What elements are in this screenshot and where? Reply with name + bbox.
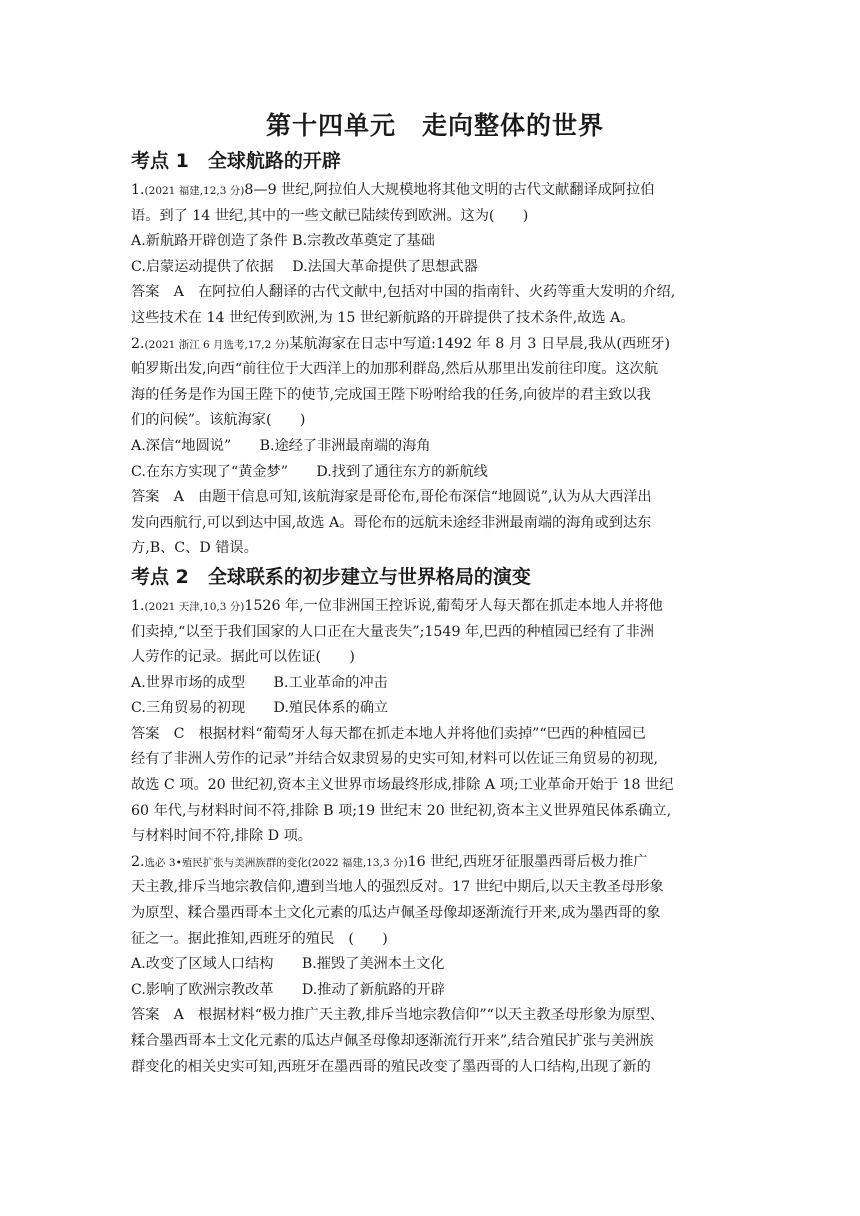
line-text: 8—9 世纪,阿拉伯人大规模地将其他文明的古代文献翻译成阿拉伯 — [244, 182, 655, 198]
text-line — [131, 332, 739, 358]
text-line — [131, 229, 739, 255]
line-text: A.深信“地圆说” B.途经了非洲最南端的海角 — [131, 437, 431, 454]
text-line — [131, 511, 739, 537]
text-line — [131, 952, 739, 978]
line-text: 发向西航行,可以到达中国,故选 A。哥伦布的远航未途经非洲最南端的海角或到达东 — [131, 514, 652, 531]
text-line — [131, 722, 739, 748]
text-line — [131, 1029, 739, 1055]
line-text: C.在东方实现了“黄金梦” D.找到了通往东方的新航线 — [131, 463, 488, 480]
text-line — [131, 357, 739, 383]
line-text: A.新航路开辟创造了条件 B.宗教改革奠定了基础 — [131, 233, 435, 250]
text-line — [131, 747, 739, 773]
text-line — [131, 927, 739, 953]
line-text: 为原型、糅合墨西哥本土文化元素的瓜达卢佩圣母像却逐渐流行开来,成为墨西哥的象 — [131, 905, 661, 922]
question-number: 1. — [131, 597, 145, 614]
line-text: 糅合墨西哥本土文化元素的瓜达卢佩圣母像却逐渐流行开来”,结合殖民扩张与美洲族 — [131, 1033, 654, 1049]
line-text: 们的问候”。该航海家( ) — [131, 412, 306, 429]
question-block — [131, 850, 739, 1080]
line-text: C.影响了欧洲宗教改革 D.推动了新航路的开辟 — [131, 981, 445, 998]
line-text: 们卖掉,“以至于我们国家的人口正在大量丧失”;1549 年,巴西的种植园已经有了非洲 — [131, 623, 654, 640]
text-line — [131, 408, 739, 434]
line-text: 故选 C 项。20 世纪初,资本主义世界市场最终形成,排除 A 项;工业革命开始于 18 世纪 — [131, 777, 674, 794]
line-text: 人劳作的记录。据此可以佐证( ) — [131, 649, 355, 666]
unit-title: 第十四单元 走向整体的世界 — [265, 111, 604, 140]
question-source: 选必 3•殖民扩张与美洲族群的变化(2022 福建,13,3 分) — [144, 856, 408, 869]
text-line — [131, 773, 739, 799]
line-text: 答案 A 由题干信息可知,该航海家是哥伦布,哥伦布深信“地圆说”,认为从大西洋出 — [131, 489, 652, 506]
line-text: 群变化的相关史实可知,西班牙在墨西哥的殖民改变了墨西哥的人口结构,出现了新的 — [131, 1058, 651, 1075]
question-number: 2. — [131, 853, 145, 870]
text-line — [131, 1003, 739, 1029]
question-source: (2021 天津,10,3 分) — [144, 600, 245, 613]
question-number: 1. — [131, 182, 145, 198]
line-text: 方,B、C、D 错误。 — [131, 540, 258, 557]
text-line — [131, 696, 739, 722]
document-body — [131, 146, 739, 1080]
text-line — [131, 671, 739, 697]
question-number: 2. — [131, 335, 145, 352]
text-line — [131, 383, 739, 409]
question-block — [131, 332, 739, 562]
text-line — [131, 978, 739, 1004]
line-text: 60 年代,与材料时间不符,排除 B 项;19 世纪末 20 世纪初,资本主义世界殖民体系确立, — [131, 802, 672, 819]
line-text: 这些技术在 14 世纪传到欧洲,为 15 世纪新航路的开辟提供了技术条件,故选 A。 — [131, 309, 635, 326]
line-text: 答案 A 在阿拉伯人翻译的古代文献中,包括对中国的指南针、火药等重大发明的介绍, — [131, 284, 676, 301]
text-line — [131, 594, 739, 620]
line-text: C.三角贸易的初现 D.殖民体系的确立 — [131, 700, 389, 717]
text-line — [131, 901, 739, 927]
line-text: 答案 A 根据材料“极力推广天主教,排斥当地宗教信仰”“以天主教圣母形象为原型、 — [131, 1007, 665, 1024]
line-text: A.世界市场的成型 B.工业革命的冲击 — [131, 674, 388, 691]
text-line — [131, 485, 739, 511]
text-line — [131, 875, 739, 901]
text-line — [131, 280, 739, 306]
line-text: C.启蒙运动提供了依据 D.法国大革命提供了思想武器 — [131, 258, 478, 275]
text-line — [131, 255, 739, 281]
text-line — [131, 434, 739, 460]
text-line — [131, 306, 739, 332]
text-line — [131, 460, 739, 486]
line-text: 与材料时间不符,排除 D 项。 — [131, 828, 312, 845]
text-line — [131, 799, 739, 825]
line-text: 帕罗斯出发,向西“前往位于大西洋上的加那利群岛,然后从那里出发前往印度。这次航 — [131, 361, 659, 378]
line-text: 语。到了 14 世纪,其中的一些文献已陆续传到欧洲。这为( ) — [131, 207, 529, 224]
line-text: 天主教,排斥当地宗教信仰,遭到当地人的强烈反对。17 世纪中期后,以天主教圣母形象 — [131, 879, 664, 896]
question-source: (2021 浙江 6 月选考,17,2 分) — [144, 338, 290, 351]
line-text: 经有了非洲人劳作的记录”并结合奴隶贸易的史实可知,材料可以佐证三角贸易的初现, — [131, 751, 659, 768]
text-line — [131, 645, 739, 671]
question-block — [131, 178, 739, 332]
text-line — [131, 824, 739, 850]
text-line — [131, 204, 739, 230]
text-line — [131, 620, 739, 646]
text-line — [131, 1055, 739, 1081]
section-title: 考点 1 全球航路的开辟 — [131, 150, 341, 172]
text-line — [131, 850, 739, 876]
question-block — [131, 594, 739, 850]
text-line — [131, 178, 739, 204]
document-page — [131, 108, 739, 1080]
line-text: A.改变了区域人口结构 B.摧毁了美洲本土文化 — [131, 956, 445, 973]
text-line — [131, 536, 739, 562]
question-source: (2021 福建,12,3 分) — [144, 185, 245, 197]
section-title: 考点 2 全球联系的初步建立与世界格局的演变 — [131, 565, 531, 588]
line-text: 征之一。据此推知,西班牙的殖民 ( ) — [131, 930, 388, 947]
line-text: 海的任务是作为国王陛下的使节,完成国王陛下吩咐给我的任务,向彼岸的君主致以我 — [131, 386, 651, 403]
line-text: 1526 年,一位非洲国王控诉说,葡萄牙人每天都在抓走本地人并将他 — [244, 597, 663, 614]
line-text: 某航海家在日志中写道:1492 年 8 月 3 日早晨,我从(西班牙) — [289, 335, 671, 352]
line-text: 答案 C 根据材料“葡萄牙人每天都在抓走本地人并将他们卖掉”“巴西的种植园已 — [131, 725, 646, 742]
line-text: 16 世纪,西班牙征服墨西哥后极力推广 — [407, 853, 648, 870]
